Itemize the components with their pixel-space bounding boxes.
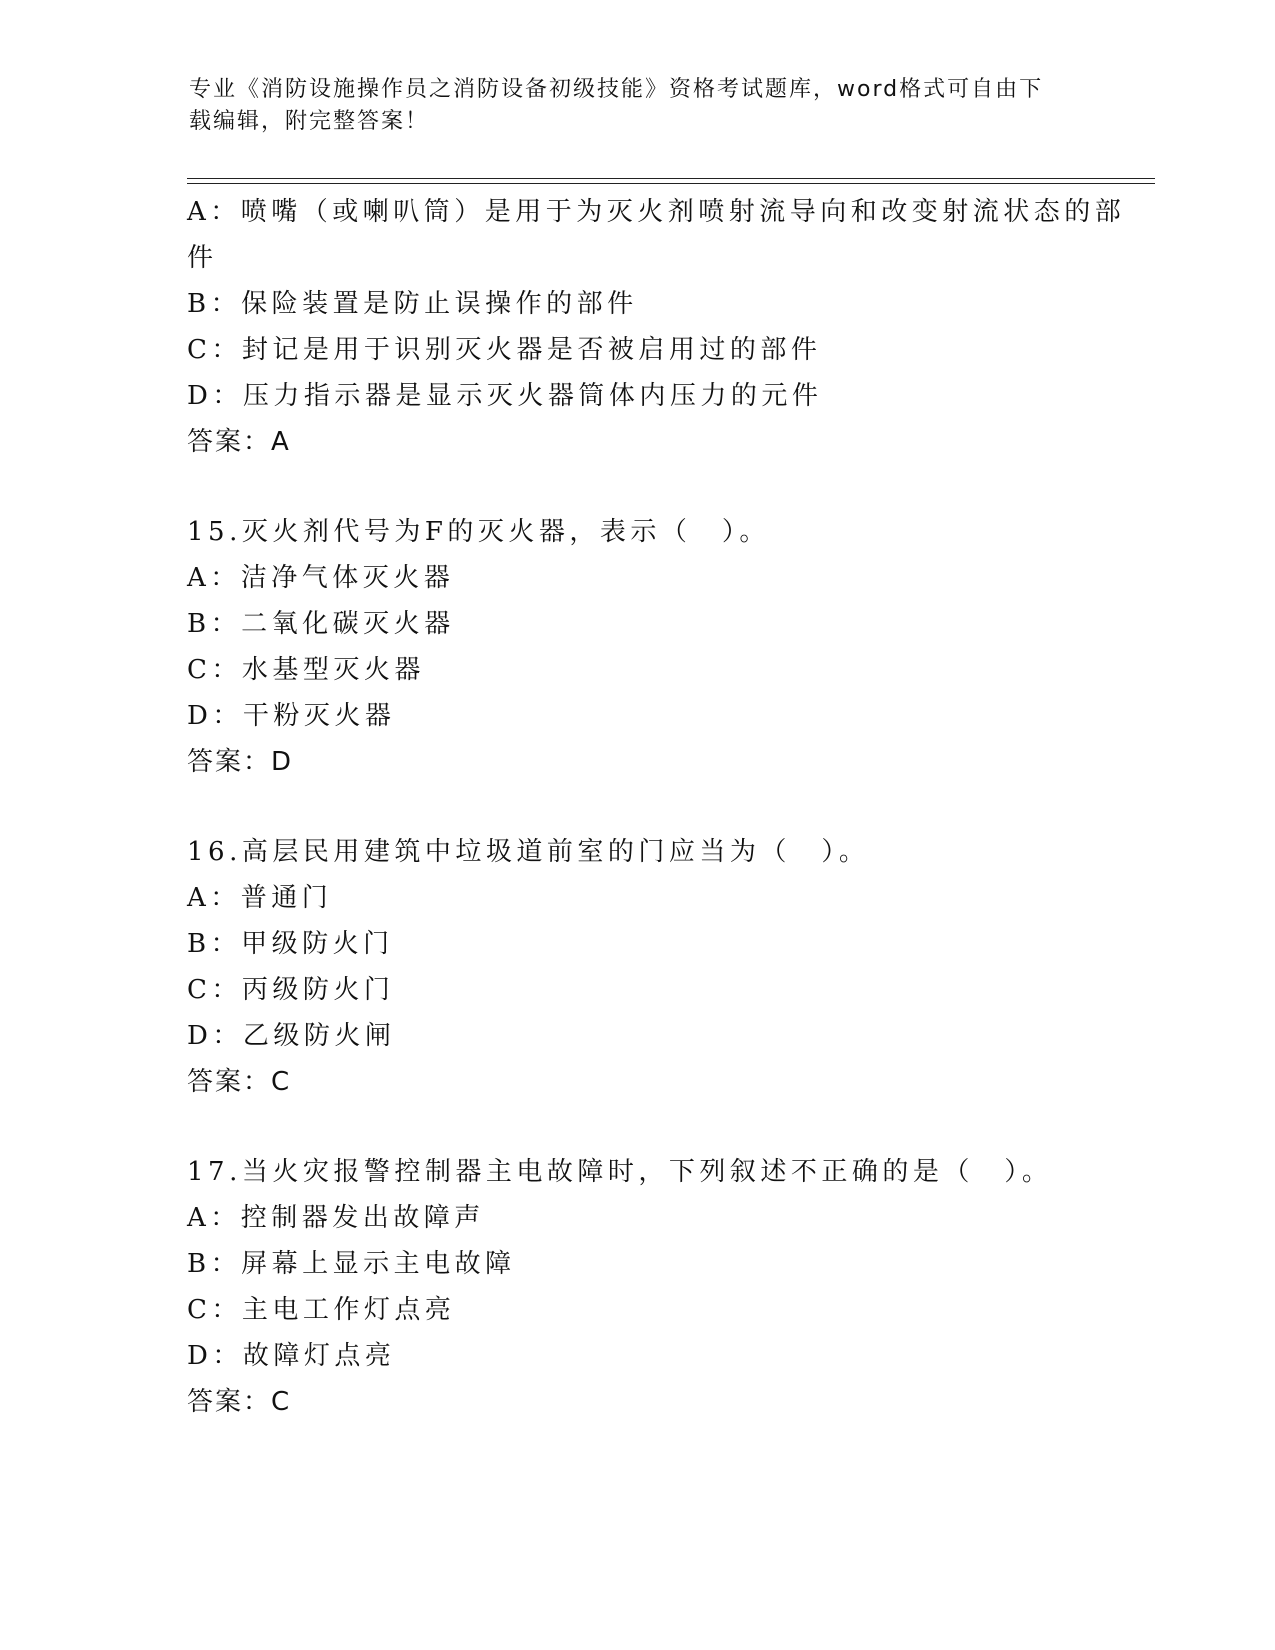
option-d: D：乙级防火闸 [187, 1021, 396, 1051]
header-divider-top [187, 178, 1155, 179]
question-list [187, 189, 1126, 1425]
question-stem: 17.当火灾报警控制器主电故障时，下列叙述不正确的是（ ）。 [187, 1157, 1053, 1187]
option-b: B：屏幕上显示主电故障 [187, 1249, 516, 1279]
question-stem: 15.灭火剂代号为F的灭火器，表示（ ）。 [187, 517, 770, 547]
header-divider-bottom [187, 183, 1155, 184]
header-line-1: 专业《消防设施操作员之消防设备初级技能》资格考试题库，word格式可自由下 [189, 77, 1044, 102]
option-c: C：封记是用于识别灭火器是否被启用过的部件 [187, 335, 822, 365]
question-block-continued [187, 189, 1126, 465]
option-a-continuation: 件 [187, 243, 218, 273]
header-line-2: 载编辑，附完整答案！ [189, 109, 430, 134]
option-d: D：干粉灭火器 [187, 701, 396, 731]
document-header [189, 74, 1089, 138]
option-b: B：保险装置是防止误操作的部件 [187, 289, 638, 319]
option-a: A：控制器发出故障声 [187, 1203, 485, 1233]
option-c: C：丙级防火门 [187, 975, 395, 1005]
question-block-15 [187, 509, 1087, 785]
answer-line: 答案：D [187, 747, 294, 777]
option-c: C：主电工作灯点亮 [187, 1295, 456, 1325]
option-a: A：喷嘴（或喇叭筒）是用于为灭火剂喷射流导向和改变射流状态的部 [187, 197, 1126, 227]
option-b: B：甲级防火门 [187, 929, 394, 959]
option-a: A：洁净气体灭火器 [187, 563, 455, 593]
question-block-17 [187, 1149, 1087, 1425]
question-block-16 [187, 829, 1087, 1105]
answer-line: 答案：C [187, 1387, 292, 1417]
option-c: C：水基型灭火器 [187, 655, 425, 685]
option-b: B：二氧化碳灭火器 [187, 609, 455, 639]
option-d: D：压力指示器是显示灭火器筒体内压力的元件 [187, 381, 823, 411]
option-d: D：故障灯点亮 [187, 1341, 396, 1371]
answer-line: 答案：A [187, 427, 291, 457]
option-a: A：普通门 [187, 883, 333, 913]
answer-line: 答案：C [187, 1067, 292, 1097]
question-stem: 16.高层民用建筑中垃圾道前室的门应当为（ ）。 [187, 837, 870, 867]
